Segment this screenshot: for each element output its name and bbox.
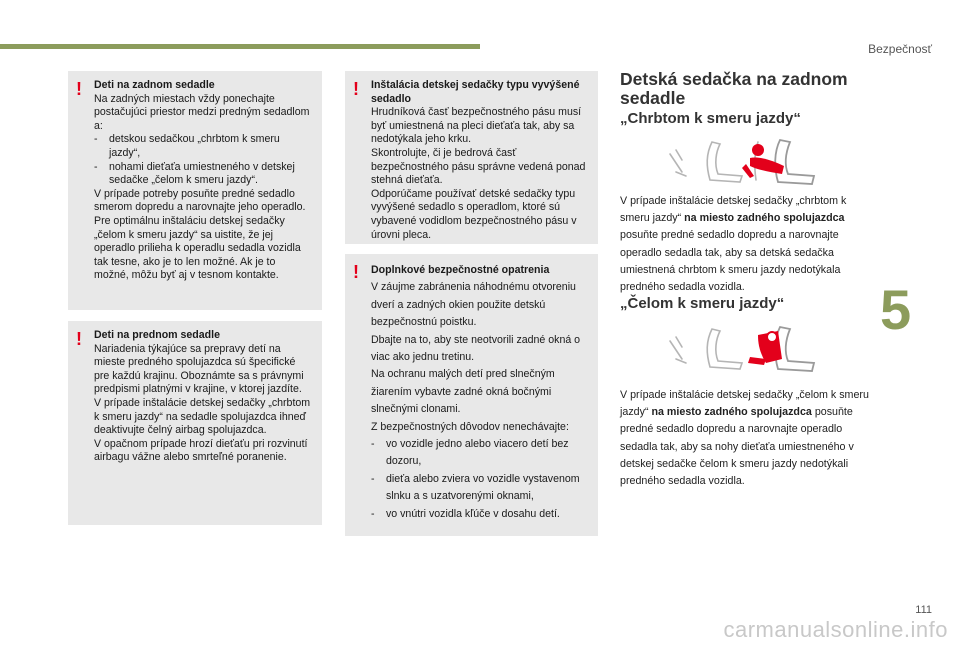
- chapter-number: 5: [880, 278, 912, 341]
- warning-text: V opačnom prípade hrozí dieťaťu pri rozvinutí airbagu vážne alebo smrteľné poranenie.: [94, 437, 308, 464]
- warning-text: Na ochranu malých detí pred slnečným žiarením vybavte zadné okná bočnými slnečnými clonami.: [371, 368, 555, 416]
- list-item: - dieťa alebo zviera vo vozidle vystavenom slnku a s uzatvorenými oknami,: [371, 471, 588, 506]
- warning-icon: !: [76, 329, 82, 349]
- warning-list: [94, 133, 312, 187]
- warning-text: V prípade inštalácie detskej sedačky „chrbtom k smeru jazdy“ na sedadle spolujazdca ihneď deaktivujte čelný airbag spolujazdca.: [94, 396, 311, 437]
- warning-text: Z bezpečnostných dôvodov nenechávajte:: [371, 420, 569, 433]
- forward-facing-heading: „Čelom k smeru jazdy“: [620, 295, 785, 312]
- warning-text: Hrudníková časť bezpečnostného pásu musí byť umiestnená na pleci dieťaťa tak, aby sa nedotýkala jeho krku.: [371, 106, 582, 146]
- warning-title: Deti na zadnom sedadle: [94, 79, 215, 91]
- warning-title: Inštalácia detskej sedačky typu vyvýšené sedadlo: [371, 79, 580, 105]
- text-part: V prípade inštalácie detskej sedačky „čelom k smeru jazdy“: [620, 389, 869, 419]
- warning-text: Pre optimálnu inštaláciu detskej sedačky „čelom k smeru jazdy“ sa uistite, že jej operadlo prilieha k operadlu sedadla vozidla tak tesne, ako je to len možné. Ak je to možné, môžu byť aj v tesnom kontakte.: [94, 214, 301, 282]
- warning-title: Doplnkové bezpečnostné opatrenia: [371, 264, 550, 276]
- warning-text: Odporúčame používať detské sedačky typu vyvýšené sedadlo s operadlom, ktoré sú vybavené vodidlom bezpečnostného pásu v úrovni pleca.: [371, 187, 577, 241]
- text-emphasis: na miesto zadného spolujazdca: [684, 212, 845, 225]
- warning-icon: !: [76, 79, 82, 99]
- warning-box-rear-children: [68, 71, 322, 310]
- list-item: - detskou sedačkou „chrbtom k smeru jazdy“,: [94, 133, 312, 160]
- rear-facing-seat-illustration: [662, 136, 822, 188]
- text-part: posuňte predné sedadlo dopredu a narovnajte operadlo sedadla tak, aby sa nohy dieťaťa umiestneného v detskej sedačke čelom k smeru jazdy nedotýkali predného sedadla vozidla.: [620, 406, 854, 488]
- text-part: posuňte predné sedadlo dopredu a narovnajte operadlo sedadla tak, aby sa detská sedačka umiestnená chrbtom k smeru jazdy nedotýkala predného sedadla vozidla.: [620, 229, 841, 294]
- warning-text: Nariadenia týkajúce sa prepravy detí na mieste predného spolujazdca sú špecifické pre každú krajinu. Oboznámte sa s právnymi predpismi platnými v krajine, v ktorej jazdíte.: [94, 342, 304, 396]
- warning-title: Deti na prednom sedadle: [94, 329, 220, 341]
- warning-list: [371, 436, 588, 523]
- warning-icon: !: [353, 262, 359, 282]
- list-item: - vo vozidle jedno alebo viacero detí bez dozoru,: [371, 436, 588, 471]
- warning-text: V prípade potreby posuňte predné sedadlo smerom dopredu a narovnajte jeho operadlo.: [94, 187, 306, 214]
- warning-icon: !: [353, 79, 359, 99]
- warning-text: Na zadných miestach vždy ponechajte postačujúci priestor medzi predným sedadlom a:: [94, 92, 310, 132]
- page-number: 111: [915, 604, 932, 616]
- text-part: V prípade inštalácie detskej sedačky „chrbtom k smeru jazdy“: [620, 195, 847, 225]
- warning-box-front-children: [68, 321, 322, 525]
- section-title: Bezpečnosť: [868, 42, 932, 56]
- page-title: Detská sedačka na zadnom sedadle: [620, 69, 848, 108]
- warning-text: Dbajte na to, aby ste neotvorili zadné okná o viac ako jednu tretinu.: [371, 333, 581, 364]
- forward-facing-seat-illustration: [662, 323, 822, 375]
- header-accent-bar: [0, 44, 480, 49]
- rear-facing-text: [620, 193, 875, 296]
- forward-facing-text: [620, 387, 875, 490]
- warning-box-booster: [345, 71, 598, 244]
- warning-box-additional: [345, 254, 598, 536]
- text-emphasis: na miesto zadného spolujazdca: [651, 406, 812, 419]
- rear-facing-heading: „Chrbtom k smeru jazdy“: [620, 110, 801, 127]
- list-item: - nohami dieťaťa umiestneného v detskej sedačke „čelom k smeru jazdy“.: [94, 161, 312, 188]
- warning-text: V záujme zabránenia náhodnému otvoreniu dverí a zadných okien použite detskú bezpečnostnú poistku.: [371, 281, 576, 329]
- warning-text: Skontrolujte, či je bedrová časť bezpečnostného pásu správne vedená ponad stehná dieťaťa.: [371, 146, 586, 187]
- watermark: carmanualsonline.info: [723, 617, 948, 642]
- list-item: - vo vnútri vozidla kľúče v dosahu detí.: [371, 506, 588, 523]
